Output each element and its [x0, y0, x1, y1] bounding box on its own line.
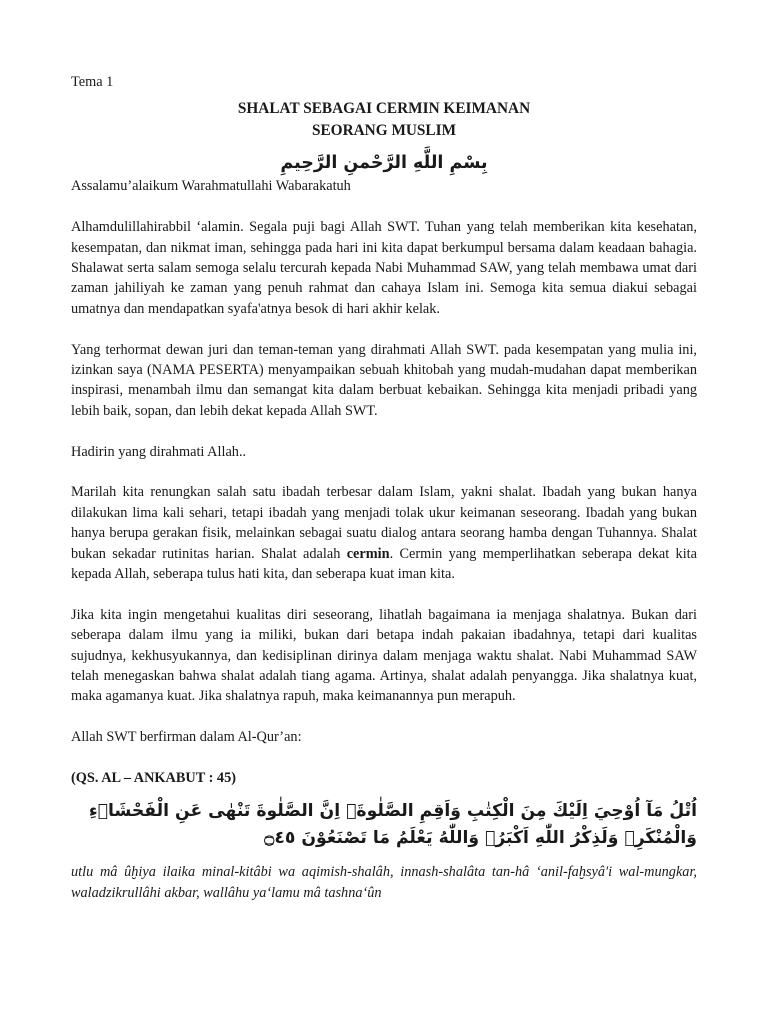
basmala-arabic: بِسْمِ اللَّهِ الرَّحْمنِ الرَّحِيمِ: [280, 153, 488, 174]
paragraph-address-jury: Yang terhormat dewan juri dan teman-teman yang dirahmati Allah SWT. pada kesempatan yang mulia ini, izinkan saya (NAMA PESERTA) menyampaikan sebuah khitobah yang mudah-mudahan dapat memberikan inspirasi, menambah ilmu dan semangat kita dalam berbuat kebaikan. Sehingga kita menjadi pribadi yang lebih baik, sopan, dan lebih dekat kepada Allah SWT.: [71, 341, 697, 419]
quran-verse-arabic: اُتْلُ مَآ اُوْحِيَ اِلَيْكَ مِنَ الْكِتٰبِ وَاَقِمِ الصَّلٰوةَۗ اِنَّ الصَّلٰوةَ تَنْهٰى عَنِ الْفَحْشَاۤءِ وَالْمُنْكَرِۗ وَلَذِكْرُ اللّٰهِ اَكْبَرُۗ وَاللّٰهُ يَعْلَمُ مَا تَصْنَعُوْنَ ۝٤٥: [88, 801, 697, 849]
paragraph-quality-of-self: Jika kita ingin mengetahui kualitas diri seseorang, lihatlah bagaimana ia menjaga shalatnya. Bukan dari seberapa dalam ilmu yang ia miliki, bukan dari betapa indah pakaian ibadahnya, tetapi dari kualitas sujudnya, kekhusyukannya, dan kedisiplinan dirinya dalam menjaga waktu shalat. Nabi Muhammad SAW telah menegaskan bahwa shalat adalah tiang agama. Artinya, shalat adalah penyangga. Jika shalatnya kuat, maka agamanya kuat. Jika shalatnya rapuh, maka keimanannya pun merapuh.: [71, 606, 697, 705]
paragraph-4-text-after: . Cermin yang memperlihatkan seberapa dekat kita kepada Allah, seberapa tulus hati kita, dan seberapa kuat iman kita.: [71, 545, 697, 583]
verse-transliteration: utlu mâ ûḫiya ilaika minal-kitâbi wa aqimish-shalâh, innash-shalâta tan-hâ ‘anil-faḫsyâ'i wal-mungkar, waladzikrullâhi akbar, wallâhu ya‘lamu mâ tashna‘ûn: [71, 864, 697, 901]
emphasis-cermin: cermin: [346, 545, 390, 562]
paragraph-opening-praise: Alhamdulillahirabbil ‘alamin. Segala puji bagi Allah SWT. Tuhan yang telah memberikan kita kesehatan, kesempatan, dan nikmat iman, sehingga pada hari ini kita dapat berkumpul bersama dalam keadaan bahagia. Shalawat serta salam semoga selalu tercurah kepada Nabi Muhammad SAW, yang telah membawa umat dari zaman jahiliyah ke zaman yang penuh rahmat dan cahaya Islam ini. Semoga kita semua diakui sebagai umatnya dan mendapatkan syafa'atnya besok di hari akhir kelak.: [71, 219, 697, 317]
paragraph-audience-address: Hadirin yang dirahmati Allah..: [71, 443, 247, 460]
verse-reference: (QS. AL – ANKABUT : 45): [71, 770, 236, 787]
theme-label: Tema 1: [71, 74, 114, 90]
title-line-1: SHALAT SEBAGAI CERMIN KEIMANAN: [237, 100, 531, 118]
greeting: Assalamu’alaikum Warahmatullahi Wabarakatuh: [71, 178, 351, 195]
paragraph-4-text-before: Marilah kita renungkan salah satu ibadah terbesar dalam Islam, yakni shalat. Ibadah yang bukan hanya dilakukan lima kali sehari, tetapi ibadah yang menjadi tolak ukur keimanan seseorang. Ibadah yang bukan hanya berupa gerakan fisik, melainkan sebagai suatu dialog antara seorang hamba dengan Tuhannya. Shalat bukan sekadar rutinitas harian. Shalat adalah: [71, 484, 697, 562]
paragraph-quran-intro: Allah SWT berfirman dalam Al-Qur’an:: [71, 729, 302, 746]
document-title: [71, 98, 697, 142]
paragraph-reflection-shalat: [71, 482, 697, 584]
title-line-2: SEORANG MUSLIM: [311, 122, 457, 140]
